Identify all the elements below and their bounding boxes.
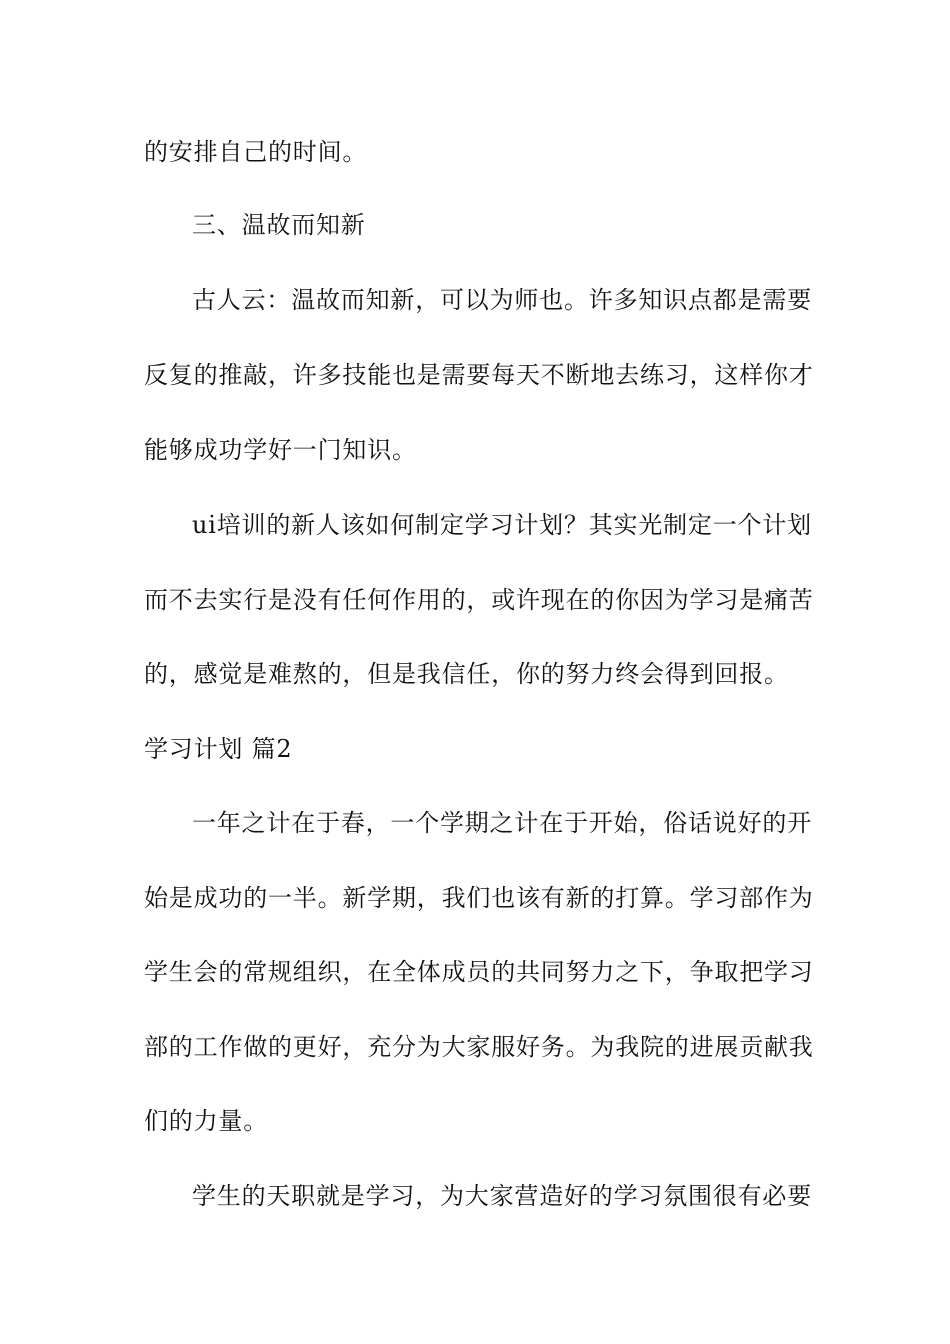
paragraph-line: 的，感觉是难熬的，但是我信任，你的努力终会得到回报。 [144, 660, 789, 688]
section-heading: 三、温故而知新 [192, 211, 366, 239]
paragraph-line: 古人云：温故而知新，可以为师也。许多知识点都是需要 [192, 286, 812, 314]
paragraph-line: 能够成功学好一门知识。 [144, 436, 417, 464]
section-title: 学习计划 篇2 [144, 735, 293, 763]
paragraph-line: 部的工作做的更好，充分为大家服好务。为我院的进展贡献我 [144, 1033, 814, 1061]
paragraph-line: 们的力量。 [144, 1107, 268, 1135]
paragraph-line: 学生的天职就是学习，为大家营造好的学习氛围很有必要 [192, 1182, 812, 1210]
paragraph-line: 始是成功的一半。新学期，我们也该有新的打算。学习部作为 [144, 884, 814, 912]
paragraph-line: 的安排自己的时间。 [144, 138, 368, 166]
paragraph-line: 学生会的常规组织，在全体成员的共同努力之下，争取把学习 [144, 958, 814, 986]
paragraph-line: 而不去实行是没有任何作用的，或许现在的你因为学习是痛苦 [144, 586, 814, 614]
paragraph-line: 一年之计在于春，一个学期之计在于开始，俗话说好的开 [192, 809, 812, 837]
paragraph-line: 反复的推敲，许多技能也是需要每天不断地去练习，这样你才 [144, 361, 814, 389]
paragraph-line: ui培训的新人该如何制定学习计划？其实光制定一个计划 [192, 511, 812, 539]
